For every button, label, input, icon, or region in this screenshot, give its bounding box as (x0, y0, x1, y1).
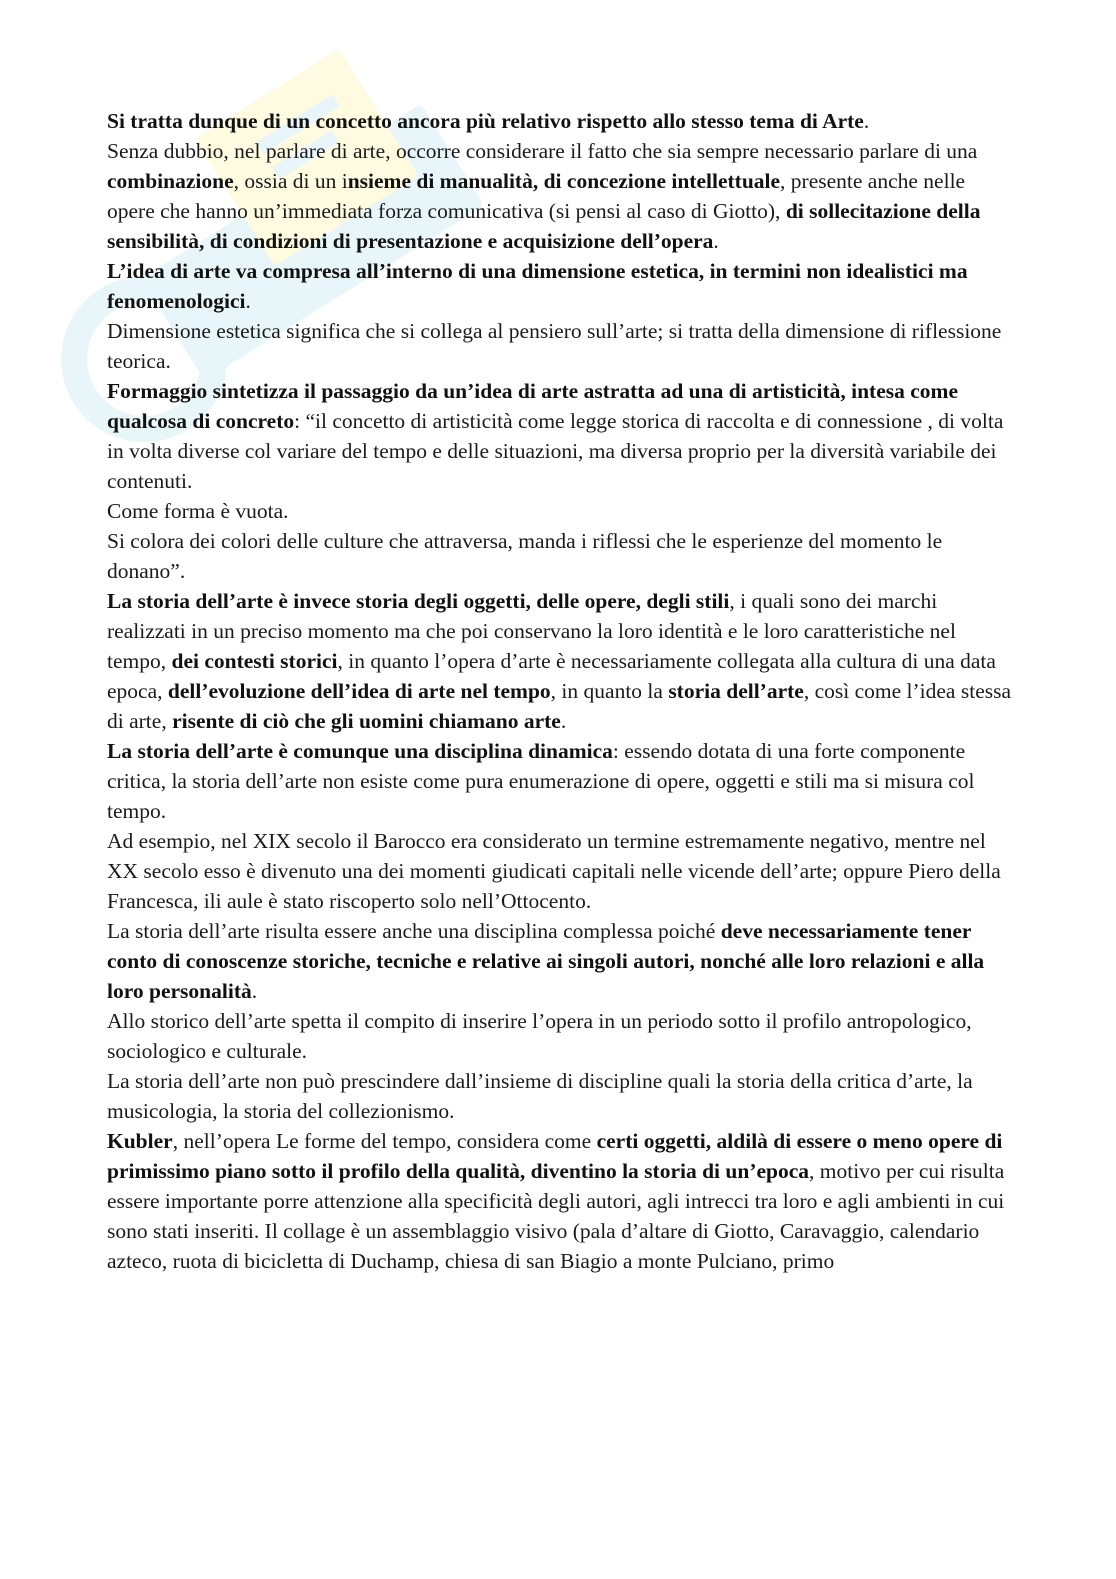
bold-text-run: storia dell’arte (668, 679, 804, 703)
paragraph (107, 1126, 1012, 1276)
text-run: , presente anche nelle opere che hanno un’immediata forza comunicativa (si pensi al caso di Giotto), (107, 169, 966, 223)
bold-text-run: dei contesti storici (171, 649, 338, 673)
bold-text-run: Formaggio sintetizza il passaggio da un’idea di arte astratta ad una di artisticità, intesa come qualcosa di concreto (107, 379, 958, 433)
paragraph (107, 526, 1012, 586)
paragraph (107, 316, 1012, 376)
text-run: . (560, 709, 567, 733)
bold-text-run: Kubler (107, 1129, 173, 1153)
paragraph (107, 586, 1012, 736)
paragraph (107, 136, 1012, 256)
paragraph (107, 496, 1012, 526)
bold-text-run: combinazione (107, 169, 234, 193)
paragraph (107, 916, 1012, 1006)
bold-text-run: risente di ciò che gli uomini chiamano arte (172, 709, 561, 733)
text-run: La storia dell’arte risulta essere anche una disciplina complessa poiché (107, 919, 721, 943)
text-run: . (245, 289, 251, 313)
text-run: : “il concetto di artisticità come legge storica di raccolta e di connessione , di volta in volta diverse col variare del tempo e delle situazioni, ma diversa proprio per la diversità variabile dei contenuti. (107, 409, 1004, 493)
bold-text-run: deve necessariamente tener conto di conoscenze storiche, tecniche e relative ai singoli autori, nonché alle loro relazioni e alla loro personalità (107, 919, 985, 1003)
paragraph (107, 106, 1012, 136)
text-run: . (863, 109, 870, 133)
bold-text-run: certi oggetti, aldilà di essere o meno opere di primissimo piano sotto il profilo della qualità, diventino la storia di un’epoca (107, 1129, 1003, 1183)
paragraph (107, 1006, 1012, 1066)
bold-text-run: L’idea di arte va compresa all’interno di una dimensione estetica, in termini non idealistici ma fenomenologici (107, 259, 968, 313)
bold-text-run: La storia dell’arte è comunque una disciplina dinamica (107, 739, 613, 763)
text-run: , ossia di un i (233, 169, 348, 193)
text-run: , in quanto la (550, 679, 669, 703)
bold-text-run: di sollecitazione della sensibilità, di condizioni di presentazione e acquisizione dell’opera (107, 199, 981, 253)
text-run: Come forma è vuota. (107, 499, 289, 523)
text-run: : essendo dotata di una forte componente critica, la storia dell’arte non esiste come pura enumerazione di opere, oggetti e stili ma si misura col tempo. (107, 739, 975, 823)
text-run: , motivo per cui risulta essere importante porre attenzione alla specificità degli autori, agli intrecci tra loro e agli ambienti in cui sono stati inseriti. Il collage è un assemblaggio visivo (pala d’altare di Giotto, Caravaggio, calendario azteco, ruota di bicicletta di Duchamp, chiesa di san Biagio a monte Pulciano, primo (107, 1159, 1005, 1273)
text-run: Allo storico dell’arte spetta il compito di inserire l’opera in un periodo sotto il profilo antropologico, sociologico e culturale. (107, 1009, 972, 1063)
text-run: , i quali sono dei marchi realizzati in un preciso momento ma che poi conservano la loro identità e le loro caratteristiche nel tempo, (107, 589, 956, 673)
text-run: La storia dell’arte non può prescindere dall’insieme di discipline quali la storia della critica d’arte, la musicologia, la storia del collezionismo. (107, 1069, 973, 1123)
bold-text-run: nsieme di manualità, di concezione intellettuale (347, 169, 781, 193)
text-run: , così come l’idea stessa di arte, (107, 679, 1012, 733)
text-run: . (251, 979, 258, 1003)
text-run: . (713, 229, 719, 253)
bold-text-run: Si tratta dunque di un concetto ancora più relativo rispetto allo stesso tema di Arte (107, 109, 864, 133)
text-run: Si colora dei colori delle culture che attraversa, manda i riflessi che le esperienze del momento le donano”. (107, 529, 943, 583)
bold-text-run: La storia dell’arte è invece storia degli oggetti, delle opere, degli stili (107, 589, 730, 613)
paragraph (107, 1066, 1012, 1126)
document-body (107, 106, 1012, 1276)
paragraph (107, 256, 1012, 316)
text-run: Ad esempio, nel XIX secolo il Barocco era considerato un termine estremamente negativo, mentre nel XX secolo esso è divenuto una dei momenti giudicati capitali nelle vicende dell’arte; oppure Piero della Francesca, ili aule è stato riscoperto solo nell’Ottocento. (107, 829, 1001, 913)
paragraph (107, 826, 1012, 916)
text-run: Senza dubbio, nel parlare di arte, occorre considerare il fatto che sia sempre necessario parlare di una (107, 139, 978, 163)
text-run: , nell’opera Le forme del tempo, considera come (172, 1129, 597, 1153)
paragraph (107, 376, 1012, 496)
text-run: , in quanto l’opera d’arte è necessariamente collegata alla cultura di una data epoca, (107, 649, 996, 703)
text-run: Dimensione estetica significa che si collega al pensiero sull’arte; si tratta della dimensione di riflessione teorica. (107, 319, 1002, 373)
paragraph (107, 736, 1012, 826)
bold-text-run: dell’evoluzione dell’idea di arte nel tempo (167, 679, 551, 703)
